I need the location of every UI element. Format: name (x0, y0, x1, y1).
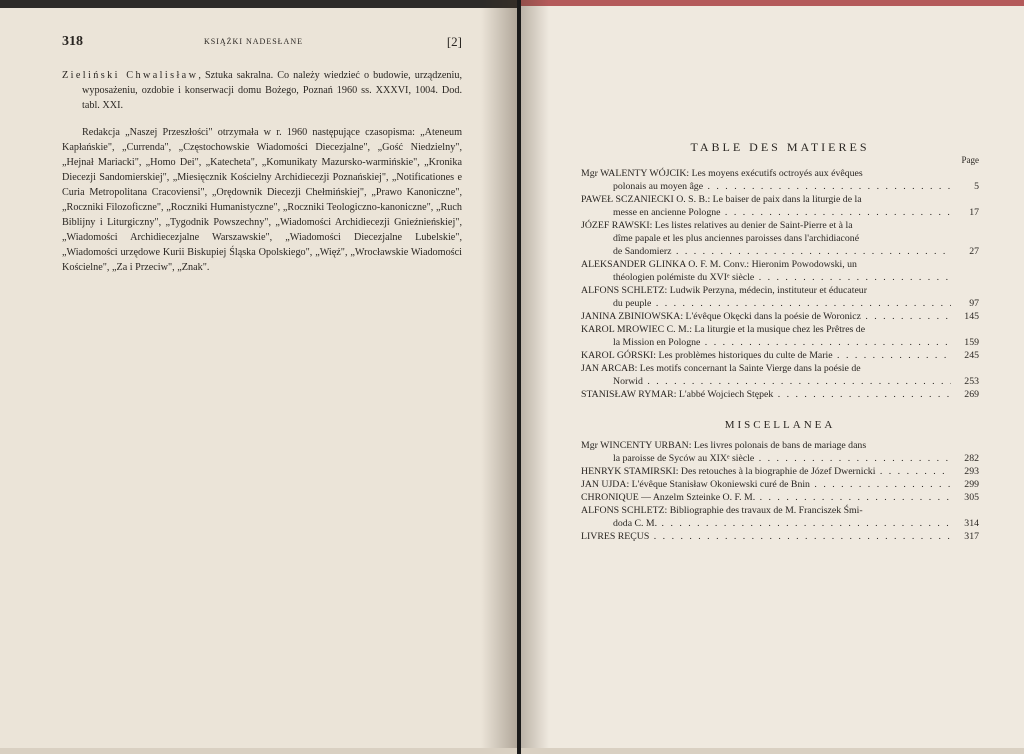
toc-entry: ALFONS SCHLETZ: Ludwik Perzyna, médecin, instituteur et éducateur du peuple . . . 97 (581, 284, 979, 310)
miscellanea-title: MISCELLANEA (724, 419, 836, 431)
toc-page: 159 (964, 337, 979, 348)
page-column-label: Page (961, 155, 979, 165)
toc-page: 245 (964, 350, 979, 361)
running-title: KSIĄŻKI NADESŁANE (204, 37, 303, 46)
toc-page: 27 (969, 246, 979, 257)
toc-page: 293 (964, 466, 979, 477)
periodicals-paragraph: Redakcja „Naszej Przeszłości" otrzymała w r. 1960 następujące czasopisma: „Ateneum Kapłańskie", „Currenda", „Częstochowskie Wiadomości Diecezjalne", „Gość Niedzielny", „Hejnał Mariacki", „Homo Dei", „Katecheta", „Komunikaty Mazursko-warmińskie", „Kronika Diecezji Sandomierskiej", „Miesięcznik Kościelny Archidiecezji Poznańskiej", „Notificationes e Curia Metropolitana Cracoviensi", „Orędownik Diecezji Chełmińskiej", „Prawo Kanoniczne", „Roczniki Filozoficzne", „Roczniki Humanistyczne", „Roczniki Teologiczno-kanoniczne", „Ruch Biblijny i Liturgiczny", „Tygodnik Powszechny", „Wiadomości Archidiecezji Gnieźnieńskiej", „Wiadomości Archidiecezjalne Warszawskie", „Wiadomości Diecezjalne Lubelskie", „Wiadomości urzędowe Kurii Biskupiej Śląska Opolskiego", „Więź", „Wrocławskie Wiadomości Kościelne", „Za i Przeciw", „Znak". (62, 127, 462, 273)
toc-entry: JANINA ZBINIOWSKA: L'évêque Okęcki dans la poésie de Woronicz . . . 145 (581, 310, 979, 323)
toc-entry: HENRYK STAMIRSKI: Des retouches à la biographie de Józef Dwernicki . . . 293 (581, 465, 979, 478)
toc-entry: PAWEŁ SCZANIECKI O. S. B.: Le baiser de paix dans la liturgie de la messe en ancienne Pologne . . . 17 (581, 193, 979, 219)
toc-page: 5 (974, 181, 979, 192)
running-head (62, 34, 462, 50)
toc-entry: KAROL GÓRSKI: Les problèmes historiques du culte de Marie . . . 245 (581, 349, 979, 362)
toc-entry: JAN UJDA: L'évêque Stanisław Okoniewski curé de Bnin . . . 299 (581, 478, 979, 491)
table-of-contents (581, 140, 979, 543)
toc-entry: CHRONIQUE — Anzelm Szteinke O. F. M. . . . 305 (581, 491, 979, 504)
book-entry (62, 68, 462, 113)
toc-page: 97 (969, 298, 979, 309)
toc-entry: STANISŁAW RYMAR: L'abbé Wojciech Stępek . . . 269 (581, 388, 979, 401)
toc-entry: Mgr WINCENTY URBAN: Les livres polonais de bans de mariage dans la paroisse de Syców au XIXᵉ siècle . . . 282 (581, 439, 979, 465)
page-number: 318 (62, 34, 83, 49)
toc-entry: LIVRES REÇUS . . . 317 (581, 530, 979, 543)
right-page (521, 0, 1024, 754)
entry-text: , Sztuka sakralna. Co należy wiedzieć o budowie, urządzeniu, wyposażeniu, ozdobie i konserwacji domu Bożego, Poznań 1960 ss. XXXVI, 1004. Dod. tabl. XXI. (82, 70, 462, 111)
toc-entry: KAROL MROWIEC C. M.: La liturgie et la musique chez les Prêtres de la Mission en Pologne . . . 159 (581, 323, 979, 349)
toc-page: 253 (964, 376, 979, 387)
toc-entry: JAN ARCAB: Les motifs concernant la Sainte Vierge dans la poésie de Norwid . . . 253 (581, 362, 979, 388)
toc-page: 269 (964, 389, 979, 400)
toc-title: TABLE DES MATIERES (690, 140, 870, 154)
toc-page: 314 (964, 518, 979, 529)
toc-entry: ALEKSANDER GLINKA O. F. M. Conv.: Hieronim Powodowski, un théologien polémiste du XVIᵉ siècle . . . (581, 258, 979, 284)
toc-page: 317 (964, 531, 979, 542)
toc-page: 17 (969, 207, 979, 218)
entry-author: Zieliński Chwalisław (62, 70, 199, 81)
toc-page: 299 (964, 479, 979, 490)
toc-page: 145 (964, 311, 979, 322)
toc-page: 305 (964, 492, 979, 503)
top-edge (521, 0, 1024, 6)
toc-entry: Mgr WALENTY WÓJCIK: Les moyens exécutifs octroyés aux évêques polonais au moyen âge . . . 5 (581, 167, 979, 193)
top-edge (0, 0, 517, 8)
toc-entry: ALFONS SCHLETZ: Bibliographie des travaux de M. Franciszek Śmi- doda C. M. . . . 314 (581, 504, 979, 530)
toc-entry: JÓZEF RAWSKI: Les listes relatives au denier de Saint-Pierre et à la dîme papale et les plus anciennes paroisses dans l'archidiaconé de Sandomierz . . . 27 (581, 219, 979, 258)
section-number: [2] (446, 34, 462, 49)
toc-page: 282 (964, 453, 979, 464)
